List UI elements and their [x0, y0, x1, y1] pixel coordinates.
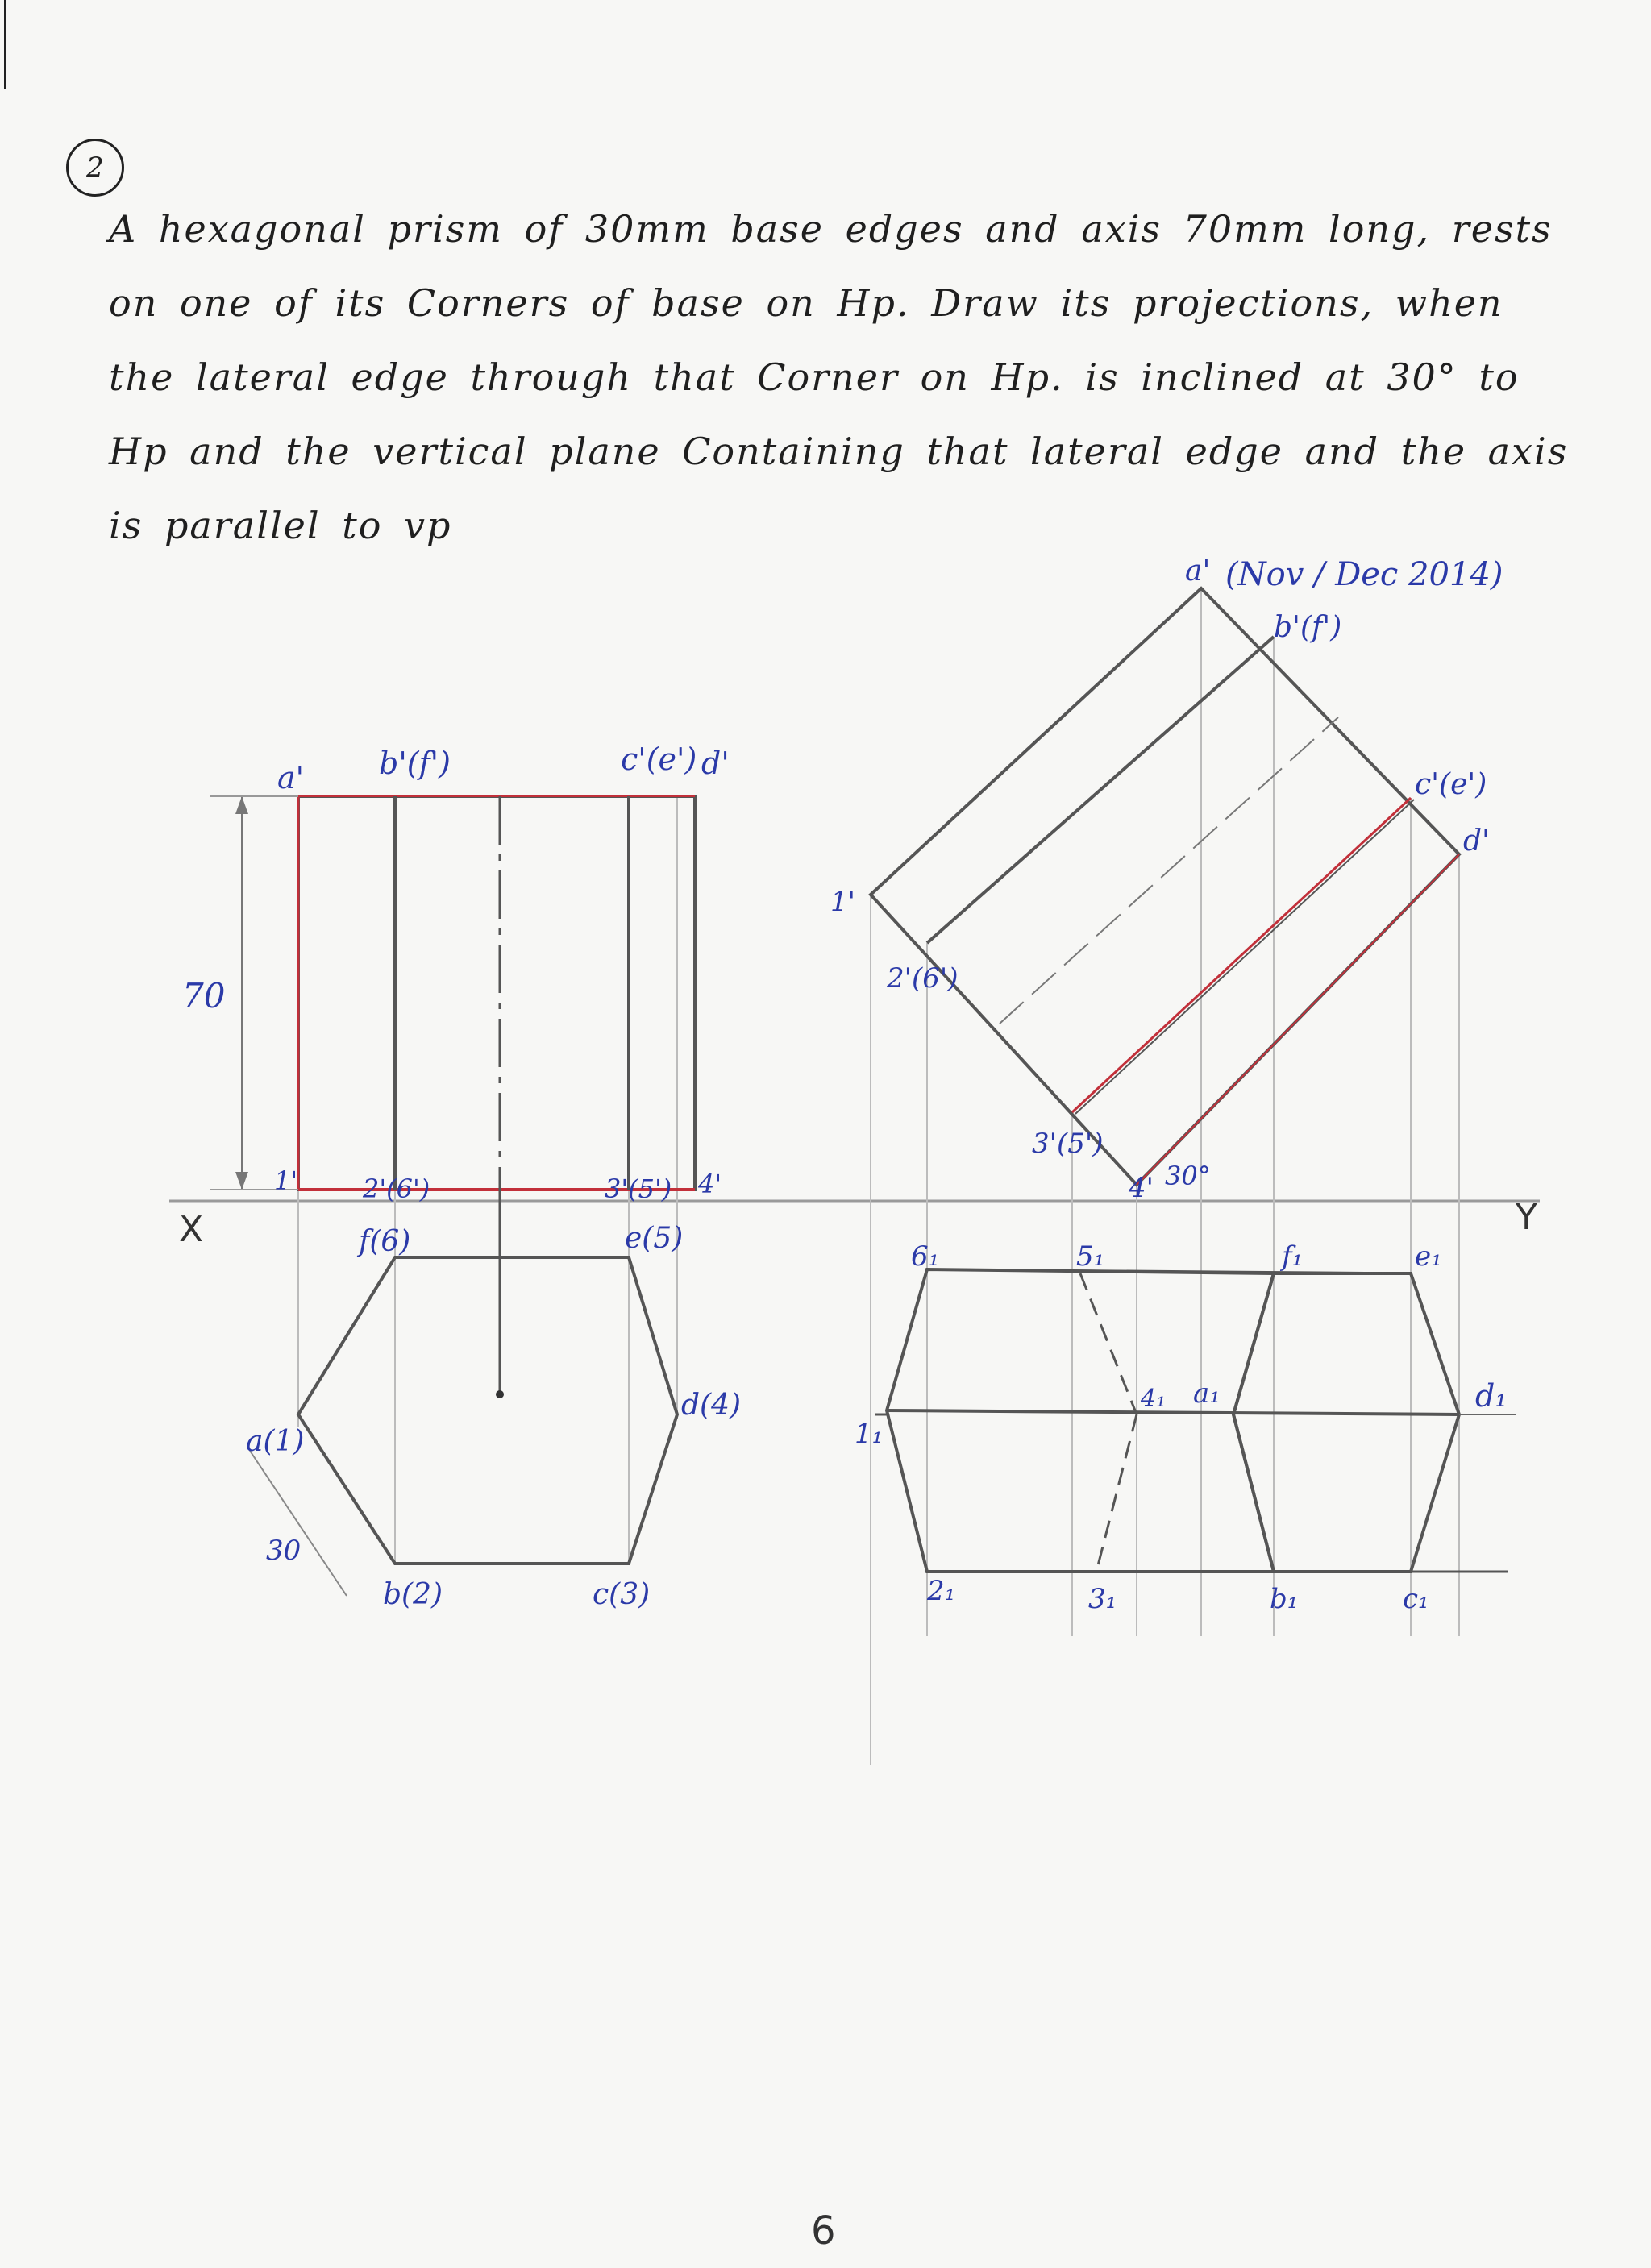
label-bf-dash-final: b'(f') [1274, 611, 1342, 644]
label-35-dash: 3'(5') [605, 1173, 672, 1204]
problem-statement: A hexagonal prism of 30mm base edges and axis 70mm long, rests on one of its Corners of base on Hp. Draw its projections, when the lateral edge through that Corner on Hp. is inclined at 30° to Hp and the vertical plane Containing that lateral edge and the axis is parallel to vp [109, 207, 1569, 547]
label-1-dash-final: 1' [830, 886, 855, 918]
final-plan-end-face [1233, 1273, 1459, 1572]
y-label: Y [1516, 1197, 1537, 1238]
label-bf-dash: b'(f') [379, 746, 451, 781]
label-b-sub1: b₁ [1270, 1583, 1299, 1615]
label-3-sub1: 3₁ [1088, 1583, 1117, 1615]
label-35-dash-final: 3'(5') [1032, 1128, 1104, 1160]
label-4-sub1: 4₁ [1141, 1385, 1167, 1413]
edge-dimension: 30 [266, 1535, 302, 1567]
label-2-sub1: 2₁ [927, 1575, 956, 1607]
elevation-outline [298, 796, 695, 1190]
final-plan [855, 1240, 1516, 1615]
exam-reference: (Nov / Dec 2014) [1225, 556, 1503, 593]
label-26-dash: 2'(6') [363, 1173, 430, 1204]
label-f6: f(6) [359, 1225, 411, 1258]
label-e-sub1: e₁ [1415, 1240, 1442, 1273]
label-1-sub1: 1₁ [855, 1418, 884, 1450]
initial-plan [246, 1190, 741, 1611]
label-b2: b(2) [383, 1578, 443, 1611]
label-e5: e(5) [625, 1222, 684, 1255]
label-d-dash-final: d' [1463, 825, 1490, 858]
label-ce-dash-final: c'(e') [1415, 768, 1487, 801]
inclined-elevation-outline [871, 588, 1459, 1185]
label-1-dash: 1' [274, 1165, 298, 1196]
angle-dimension: 30° [1165, 1161, 1211, 1191]
label-26-dash-final: 2'(6') [887, 962, 959, 995]
label-a-dash: a' [277, 760, 305, 795]
label-a1: a(1) [246, 1425, 305, 1458]
label-6-sub1: 6₁ [911, 1240, 940, 1273]
x-label: X [179, 1209, 204, 1250]
plan-hexagon [298, 1257, 677, 1564]
label-a-dash-final: a' [1185, 555, 1211, 588]
label-d-sub1: d₁ [1475, 1378, 1508, 1414]
label-c-sub1: c₁ [1403, 1583, 1429, 1615]
question-number: 2 [86, 152, 104, 184]
label-d4: d(4) [681, 1389, 742, 1422]
height-dimension: 70 [182, 976, 226, 1016]
label-4-dash: 4' [698, 1169, 722, 1199]
label-ce-dash: c'(e') [621, 741, 697, 777]
page-number: 6 [811, 2208, 836, 2253]
label-f-sub1: f₁ [1282, 1240, 1304, 1273]
label-a-sub1: a₁ [1193, 1377, 1221, 1410]
final-plan-hexagon [887, 1269, 1274, 1572]
label-5-sub1: 5₁ [1076, 1240, 1105, 1273]
label-c3: c(3) [593, 1578, 651, 1611]
label-4-dash-final: 4' [1129, 1172, 1154, 1204]
label-d-dash: d' [701, 746, 730, 781]
